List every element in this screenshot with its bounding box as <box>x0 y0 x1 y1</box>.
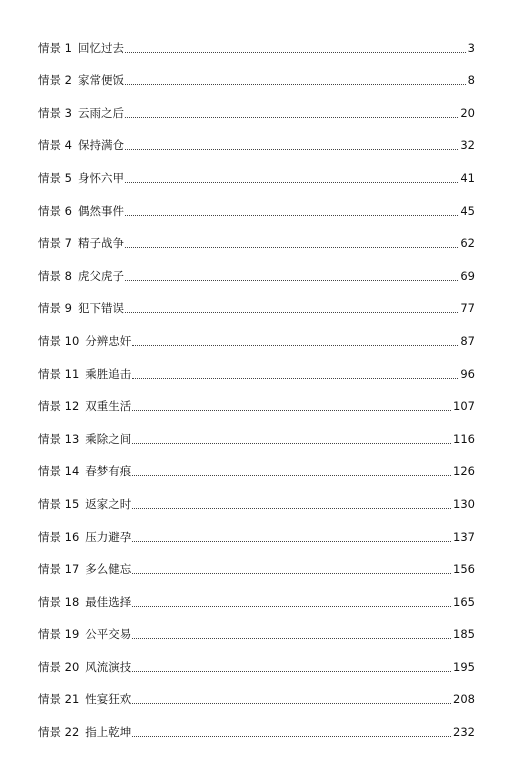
toc-entry-label <box>38 462 131 480</box>
toc-entry-number: 情景 10 <box>38 333 80 348</box>
toc-entry[interactable] <box>38 154 475 187</box>
toc-entry-label <box>38 495 131 513</box>
toc-entry-number: 情景 11 <box>38 366 80 381</box>
toc-entry-number: 情景 4 <box>38 138 72 153</box>
toc-entry-page-number: 208 <box>453 692 475 707</box>
toc-entry-page-number: 41 <box>460 170 475 185</box>
toc-entry-title: 最佳选择 <box>85 594 132 609</box>
toc-entry-title: 保持满仓 <box>77 138 124 153</box>
toc-entry-title: 指上乾坤 <box>85 725 132 740</box>
toc-entry[interactable] <box>38 24 475 57</box>
toc-entry-page-number: 126 <box>453 464 475 479</box>
toc-entry-label <box>38 299 124 317</box>
dot-leader <box>125 311 458 313</box>
dot-leader <box>132 572 451 574</box>
dot-leader <box>125 51 466 53</box>
toc-entry[interactable] <box>38 350 475 383</box>
toc-entry-label <box>38 234 124 252</box>
toc-entry-title: 精子战争 <box>77 236 124 251</box>
toc-entry-label <box>38 267 124 285</box>
toc-entry[interactable] <box>38 643 475 676</box>
toc-entry-title: 回忆过去 <box>77 40 124 55</box>
toc-entry[interactable] <box>38 187 475 220</box>
toc-entry-label <box>38 690 131 708</box>
toc-entry[interactable] <box>38 252 475 285</box>
toc-entry-label <box>38 397 131 415</box>
toc-entry-label <box>38 723 131 741</box>
toc-entry-number: 情景 12 <box>38 399 80 414</box>
dot-leader <box>132 409 451 411</box>
toc-entry-label <box>38 593 131 611</box>
toc-entry-label <box>38 104 124 122</box>
toc-entry-number: 情景 20 <box>38 659 80 674</box>
toc-entry-number: 情景 9 <box>38 301 72 316</box>
toc-entry-page-number: 69 <box>460 268 475 283</box>
toc-entry-title: 双重生活 <box>85 399 132 414</box>
toc-entry-label <box>38 332 131 350</box>
toc-entry-number: 情景 7 <box>38 236 72 251</box>
toc-entry-label <box>38 365 131 383</box>
toc-entry-number: 情景 14 <box>38 464 80 479</box>
toc-entry[interactable] <box>38 480 475 513</box>
toc-entry-number: 情景 18 <box>38 594 80 609</box>
dot-leader <box>125 246 458 248</box>
toc-entry-number: 情景 5 <box>38 170 72 185</box>
toc-entry-page-number: 156 <box>453 562 475 577</box>
toc-entry-page-number: 3 <box>467 40 475 55</box>
dot-leader <box>132 507 451 509</box>
toc-entry-number: 情景 15 <box>38 496 80 511</box>
toc-entry-title: 乘除之间 <box>85 431 132 446</box>
toc-entry[interactable] <box>38 578 475 611</box>
toc-entry[interactable] <box>38 122 475 155</box>
dot-leader <box>125 279 458 281</box>
dot-leader <box>125 214 458 216</box>
toc-entry-label <box>38 202 124 220</box>
toc-entry-title: 犯下错误 <box>77 301 124 316</box>
toc-entry-label <box>38 560 131 578</box>
toc-entry[interactable] <box>38 708 475 741</box>
toc-entry-page-number: 8 <box>467 73 475 88</box>
toc-entry-page-number: 20 <box>460 105 475 120</box>
dot-leader <box>132 735 451 737</box>
toc-entry-number: 情景 21 <box>38 692 80 707</box>
toc-entry-page-number: 137 <box>453 529 475 544</box>
toc-entry-label <box>38 658 131 676</box>
toc-entry[interactable] <box>38 317 475 350</box>
toc-entry-title: 多么健忘 <box>85 562 132 577</box>
toc-entry[interactable] <box>38 546 475 579</box>
toc-entry-page-number: 232 <box>453 725 475 740</box>
toc-entry-title: 身怀六甲 <box>77 170 124 185</box>
toc-entry-page-number: 77 <box>460 301 475 316</box>
toc-entry[interactable] <box>38 448 475 481</box>
toc-entry-title: 春梦有痕 <box>85 464 132 479</box>
toc-entry-number: 情景 17 <box>38 562 80 577</box>
toc-entry-label <box>38 39 124 57</box>
toc-entry[interactable] <box>38 220 475 253</box>
dot-leader <box>132 637 451 639</box>
toc-entry-page-number: 185 <box>453 627 475 642</box>
toc-entry-page-number: 165 <box>453 594 475 609</box>
dot-leader <box>132 605 451 607</box>
table-of-contents <box>38 24 475 741</box>
toc-entry[interactable] <box>38 611 475 644</box>
toc-entry-number: 情景 16 <box>38 529 80 544</box>
dot-leader <box>132 377 458 379</box>
dot-leader <box>132 442 451 444</box>
toc-entry[interactable] <box>38 57 475 90</box>
toc-entry-page-number: 32 <box>460 138 475 153</box>
toc-entry[interactable] <box>38 285 475 318</box>
toc-entry-title: 分辨忠奸 <box>85 333 132 348</box>
dot-leader <box>125 148 458 150</box>
dot-leader <box>132 344 458 346</box>
toc-entry-title: 偶然事件 <box>77 203 124 218</box>
toc-entry-title: 压力避孕 <box>85 529 132 544</box>
dot-leader <box>132 474 451 476</box>
toc-entry-number: 情景 19 <box>38 627 80 642</box>
toc-entry[interactable] <box>38 676 475 709</box>
toc-entry-number: 情景 2 <box>38 73 72 88</box>
toc-entry-title: 返家之时 <box>85 496 132 511</box>
toc-entry[interactable] <box>38 383 475 416</box>
toc-entry-label <box>38 71 124 89</box>
toc-entry-page-number: 87 <box>460 333 475 348</box>
toc-entry[interactable] <box>38 513 475 546</box>
toc-entry-page-number: 45 <box>460 203 475 218</box>
toc-entry-page-number: 130 <box>453 496 475 511</box>
toc-entry-page-number: 62 <box>460 236 475 251</box>
toc-entry-title: 家常便饭 <box>77 73 124 88</box>
toc-entry[interactable] <box>38 89 475 122</box>
toc-entry-title: 公平交易 <box>85 627 132 642</box>
toc-entry-title: 乘胜追击 <box>85 366 132 381</box>
toc-entry-title: 性宴狂欢 <box>85 692 132 707</box>
toc-entry-number: 情景 22 <box>38 725 80 740</box>
toc-entry-number: 情景 1 <box>38 40 72 55</box>
toc-entry-title: 虎父虎子 <box>77 268 124 283</box>
dot-leader <box>125 83 466 85</box>
toc-entry-label <box>38 625 131 643</box>
toc-entry-label <box>38 136 124 154</box>
toc-entry-page-number: 96 <box>460 366 475 381</box>
toc-entry-title: 风流演技 <box>85 659 132 674</box>
dot-leader <box>132 540 451 542</box>
toc-entry-label <box>38 430 131 448</box>
toc-entry-label <box>38 169 124 187</box>
toc-entry-number: 情景 8 <box>38 268 72 283</box>
toc-entry-page-number: 116 <box>453 431 475 446</box>
toc-entry[interactable] <box>38 415 475 448</box>
dot-leader <box>132 702 451 704</box>
toc-entry-title: 云雨之后 <box>77 105 124 120</box>
dot-leader <box>125 116 458 118</box>
toc-entry-number: 情景 13 <box>38 431 80 446</box>
toc-entry-label <box>38 528 131 546</box>
toc-entry-number: 情景 6 <box>38 203 72 218</box>
toc-entry-page-number: 107 <box>453 399 475 414</box>
dot-leader <box>125 181 458 183</box>
toc-entry-page-number: 195 <box>453 659 475 674</box>
dot-leader <box>132 670 451 672</box>
toc-entry-number: 情景 3 <box>38 105 72 120</box>
